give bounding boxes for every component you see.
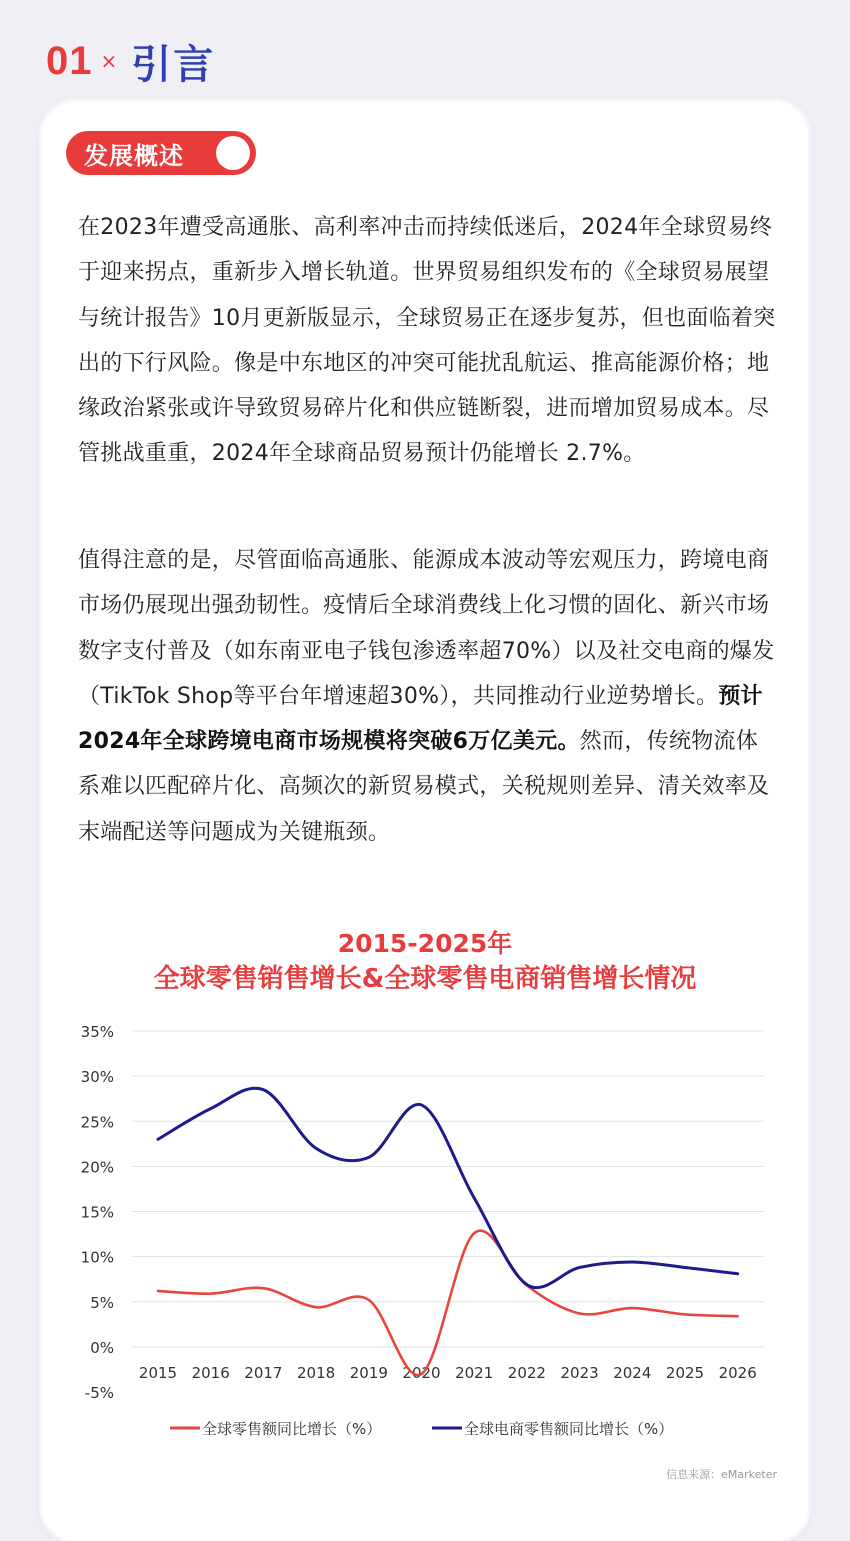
paragraph-2-text-b: 然而，传统物流体系难以匹配碎片化、高频次的新贸易模式，关税规则差异、清关效率及末端配送等问题成为关键瓶颈。 bbox=[78, 729, 770, 845]
paragraph-2 bbox=[78, 538, 778, 855]
x-tick-label: 2016 bbox=[191, 1363, 230, 1382]
x-tick-label: 2015 bbox=[138, 1363, 178, 1382]
series-line bbox=[158, 1088, 738, 1287]
section-title: 引言 bbox=[131, 41, 216, 88]
x-tick-label: 2021 bbox=[455, 1363, 494, 1382]
separator-icon: × bbox=[100, 49, 118, 73]
y-tick-label: -5% bbox=[84, 1384, 114, 1402]
x-tick-label: 2019 bbox=[349, 1363, 388, 1382]
x-tick-label: 2020 bbox=[402, 1363, 441, 1382]
paragraph-2-text-a: 值得注意的是，尽管面临高通胀、能源成本波动等宏观压力，跨境电商市场仍展现出强劲韧性。疫情后全球消费线上化习惯的固化、新兴市场数字支付普及（如东南亚电子钱包渗透率超70%）以及社交电商的爆发（TikTok Shop等平台年增速超30%），共同推动行业逆势增长。 bbox=[78, 548, 775, 709]
y-tick-label: 25% bbox=[80, 1113, 114, 1132]
legend-label: 全球电商零售额同比增长（%） bbox=[464, 1420, 674, 1438]
y-tick-label: 15% bbox=[80, 1203, 114, 1222]
chart-title-line2: 全球零售销售增长&全球零售电商销售增长情况 bbox=[153, 964, 697, 994]
paragraph-2-highlight: 预计2024年全球跨境电商市场规模将突破6万亿美元。 bbox=[78, 683, 763, 755]
x-tick-label: 2023 bbox=[560, 1363, 599, 1382]
y-tick-label: 0% bbox=[90, 1338, 114, 1357]
chart-title-line1: 2015-2025年 bbox=[337, 929, 513, 958]
y-tick-label: 10% bbox=[80, 1248, 114, 1267]
section-header bbox=[46, 36, 215, 86]
subsection-label: 发展概述 bbox=[84, 141, 184, 170]
x-tick-label: 2018 bbox=[297, 1363, 336, 1382]
y-tick-label: 5% bbox=[90, 1293, 114, 1312]
y-tick-label: 20% bbox=[80, 1158, 114, 1177]
legend-label: 全球零售额同比增长（%） bbox=[202, 1420, 382, 1438]
y-tick-label: 30% bbox=[80, 1068, 114, 1087]
paragraph-1-text: 在2023年遭受高通胀、高利率冲击而持续低迷后，2024年全球贸易终于迎来拐点，重新步入增长轨道。世界贸易组织发布的《全球贸易展望与统计报告》10月更新版显示，全球贸易正在逐步复苏，但也面临着突出的下行风险。像是中东地区的冲突可能扰乱航运、推高能源价格；地缘政治紧张或许导致贸易碎片化和供应链断裂，进而增加贸易成本。尽管挑战重重，2024年全球商品贸易预计仍能增长 2.7%。 bbox=[78, 215, 776, 467]
line-chart bbox=[0, 1010, 850, 1460]
chart-source: 信息来源：eMarketer bbox=[666, 1468, 777, 1481]
paragraph-1 bbox=[78, 205, 778, 477]
x-tick-label: 2017 bbox=[244, 1363, 283, 1382]
section-number: 01 bbox=[46, 38, 93, 83]
x-tick-label: 2022 bbox=[507, 1363, 546, 1382]
x-tick-label: 2024 bbox=[613, 1363, 652, 1382]
subsection-pill bbox=[66, 131, 256, 175]
y-tick-label: 35% bbox=[80, 1023, 114, 1041]
x-tick-label: 2025 bbox=[665, 1363, 705, 1382]
pill-dot-icon bbox=[216, 136, 250, 170]
series-line bbox=[158, 1231, 738, 1375]
x-tick-label: 2026 bbox=[718, 1363, 757, 1382]
